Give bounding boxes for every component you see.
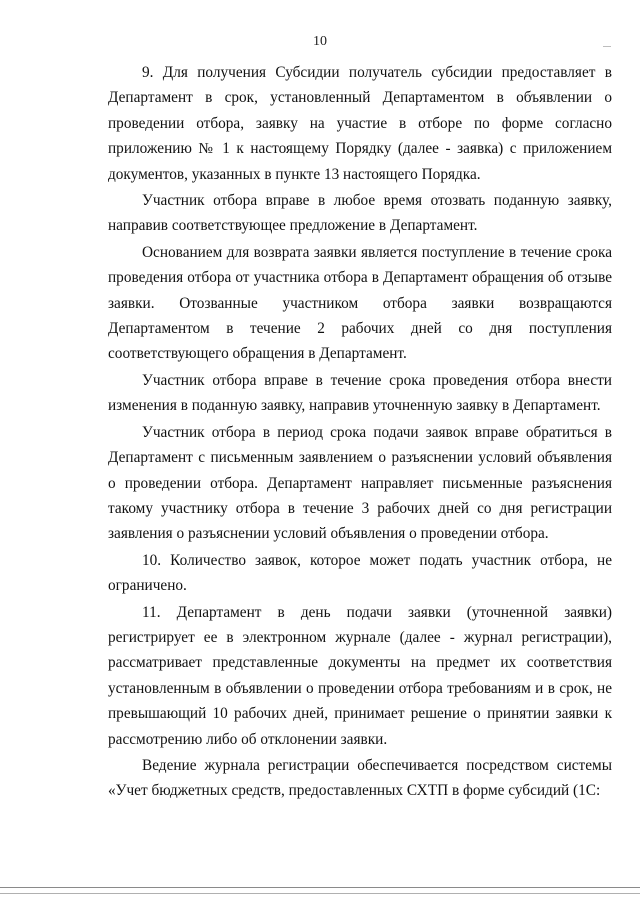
page-number: 10 <box>313 34 327 49</box>
footer-divider <box>0 887 640 888</box>
paragraph-clarification: Участник отбора в период срока подачи заявок вправе обратиться в Департамент с письменным заявлением о разъяснении условий объявления о проведении отбора. Департамент направляет письменные разъяснения такому участнику отбора в течение 3 рабочих дней со дня регистрации заявления о разъяснении условий объявления о проведении отбора. <box>108 423 612 543</box>
footer-divider-secondary <box>0 893 640 894</box>
document-body <box>108 60 612 805</box>
paragraph-journal: Ведение журнала регистрации обеспечивается посредством системы «Учет бюджетных средств, предоставленных СХТП в форме субсидий (1С: <box>108 756 612 800</box>
paragraph-return-basis: Основанием для возврата заявки является поступление в течение срока проведения отбора от участника отбора в Департамент обращения об отзыве заявки. Отозванные участником отбора заявки возвращаются Департаментом в течение 2 рабочих дней со дня поступления соответствующего обращения в Департамент. <box>108 243 612 363</box>
paragraph-11: 11. Департамент в день подачи заявки (уточненной заявки) регистрирует ее в электронном журнале (далее - журнал регистрации), рассматривает представленные документы на предмет их соответствия установленным в объявлении о проведении отбора требованиям и в срок, не превышающий 10 рабочих дней, принимает решение о принятии заявки к рассмотрению либо об отклонении заявки. <box>108 603 612 748</box>
paragraph-9: 9. Для получения Субсидии получатель субсидии предоставляет в Департамент в срок, установленный Департаментом в объявлении о проведении отбора, заявку на участие в отборе по форме согласно приложению № 1 к настоящему Порядку (далее - заявка) с приложением документов, указанных в пункте 13 настоящего Порядка. <box>108 64 612 183</box>
scan-artifact <box>603 46 611 47</box>
paragraph-10: 10. Количество заявок, которое может подать участник отбора, не ограничено. <box>108 551 612 595</box>
paragraph-amend: Участник отбора вправе в течение срока проведения отбора внести изменения в поданную заявку, направив уточненную заявку в Департамент. <box>108 371 612 415</box>
paragraph-withdraw: Участник отбора вправе в любое время отозвать поданную заявку, направив соответствующее предложение в Департамент. <box>108 192 612 235</box>
